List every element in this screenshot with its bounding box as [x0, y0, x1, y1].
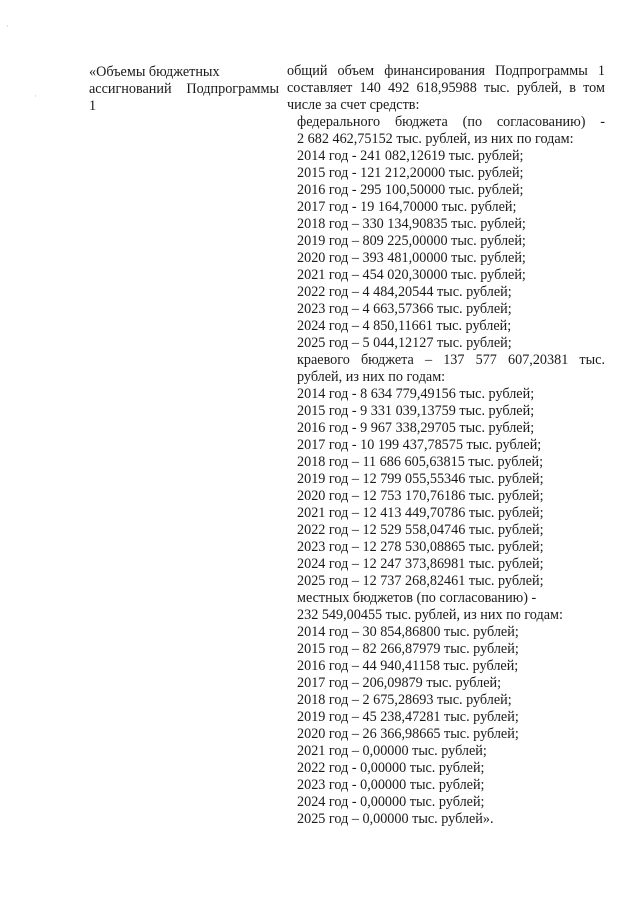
federal-budget-section: [287, 114, 607, 352]
federal-heading-line-2: 2 682 462,75152 тыс. рублей, из них по годам:: [297, 131, 574, 147]
regional-year-2015: 2015 год - 9 331 039,13759 тыс. рублей;: [297, 403, 535, 419]
federal-year-2020: 2020 год – 393 481,00000 тыс. рублей;: [297, 250, 526, 266]
regional-heading-line-2: рублей, из них по годам:: [297, 369, 446, 385]
regional-year-2023: 2023 год – 12 278 530,08865 тыс. рублей;: [297, 539, 544, 555]
scan-mark-top: ·: [6, 21, 9, 31]
regional-year-2022: 2022 год – 12 529 558,04746 тыс. рублей;: [297, 522, 544, 538]
local-year-2014: 2014 год – 30 854,86800 тыс. рублей;: [297, 624, 519, 640]
federal-year-2017: 2017 год - 19 164,70000 тыс. рублей;: [297, 199, 517, 215]
regional-year-2021: 2021 год – 12 413 449,70786 тыс. рублей;: [297, 505, 544, 521]
funding-label-cell: [89, 64, 279, 115]
local-year-2016: 2016 год – 44 940,41158 тыс. рублей;: [297, 658, 519, 674]
local-year-2024: 2024 год - 0,00000 тыс. рублей;: [297, 794, 485, 810]
regional-year-2020: 2020 год – 12 753 170,76186 тыс. рублей;: [297, 488, 544, 504]
intro-line-2: составляет 140 492 618,95988 тыс. рублей, в том: [287, 80, 605, 96]
regional-budget-section: [287, 352, 607, 590]
intro-line-1: общий объем финансирования Подпрограммы 1: [287, 63, 605, 79]
federal-year-2023: 2023 год – 4 663,57366 тыс. рублей;: [297, 301, 512, 317]
local-year-2025: 2025 год – 0,00000 тыс. рублей».: [297, 811, 494, 827]
federal-year-2014: 2014 год - 241 082,12619 тыс. рублей;: [297, 148, 524, 164]
federal-year-2022: 2022 год – 4 484,20544 тыс. рублей;: [297, 284, 512, 300]
regional-year-2014: 2014 год - 8 634 779,49156 тыс. рублей;: [297, 386, 535, 402]
federal-year-2018: 2018 год – 330 134,90835 тыс. рублей;: [297, 216, 526, 232]
regional-year-2017: 2017 год - 10 199 437,78575 тыс. рублей;: [297, 437, 542, 453]
label-line-1: «Объемы бюджетных: [89, 64, 220, 80]
federal-heading-line-1: федерального бюджета (по согласованию) -: [297, 114, 605, 130]
local-year-2020: 2020 год – 26 366,98665 тыс. рублей;: [297, 726, 519, 742]
local-heading-line-2: 232 549,00455 тыс. рублей, из них по годам:: [297, 607, 563, 623]
label-line-3: 1: [89, 98, 97, 114]
local-year-2021: 2021 год – 0,00000 тыс. рублей;: [297, 743, 487, 759]
intro-line-3: числе за счет средств:: [287, 97, 420, 113]
local-year-2017: 2017 год – 206,09879 тыс. рублей;: [297, 675, 502, 691]
regional-year-2019: 2019 год – 12 799 055,55346 тыс. рублей;: [297, 471, 544, 487]
label-line-2: ассигнований Подпрограммы: [89, 81, 279, 97]
local-year-2019: 2019 год – 45 238,47281 тыс. рублей;: [297, 709, 519, 725]
regional-year-2025: 2025 год – 12 737 268,82461 тыс. рублей;: [297, 573, 544, 589]
scan-mark-left: ·: [34, 91, 37, 101]
local-year-2015: 2015 год – 82 266,87979 тыс. рублей;: [297, 641, 519, 657]
local-budget-section: [287, 590, 607, 828]
regional-year-2024: 2024 год – 12 247 373,86981 тыс. рублей;: [297, 556, 544, 572]
federal-year-2016: 2016 год - 295 100,50000 тыс. рублей;: [297, 182, 524, 198]
federal-year-2021: 2021 год – 454 020,30000 тыс. рублей;: [297, 267, 526, 283]
funding-description-cell: [287, 63, 607, 828]
regional-year-2016: 2016 год - 9 967 338,29705 тыс. рублей;: [297, 420, 535, 436]
local-heading-line-1: местных бюджетов (по согласованию) -: [297, 590, 537, 606]
regional-year-2018: 2018 год – 11 686 605,63815 тыс. рублей;: [297, 454, 544, 470]
federal-year-2024: 2024 год – 4 850,11661 тыс. рублей;: [297, 318, 512, 334]
regional-heading-line-1: краевого бюджета – 137 577 607,20381 тыс.: [297, 352, 605, 368]
federal-year-2025: 2025 год – 5 044,12127 тыс. рублей;: [297, 335, 512, 351]
federal-year-2015: 2015 год - 121 212,20000 тыс. рублей;: [297, 165, 524, 181]
local-year-2022: 2022 год - 0,00000 тыс. рублей;: [297, 760, 485, 776]
federal-year-2019: 2019 год – 809 225,00000 тыс. рублей;: [297, 233, 526, 249]
local-year-2023: 2023 год - 0,00000 тыс. рублей;: [297, 777, 485, 793]
local-year-2018: 2018 год – 2 675,28693 тыс. рублей;: [297, 692, 512, 708]
